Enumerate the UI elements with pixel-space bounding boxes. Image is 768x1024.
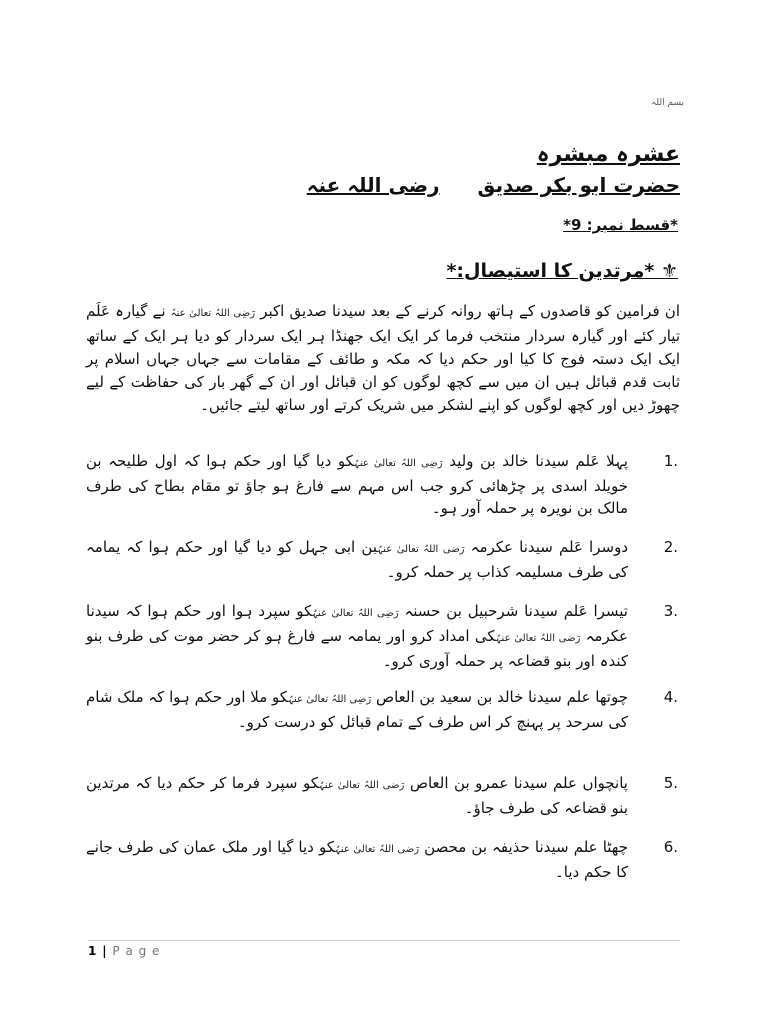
list-item: [86, 600, 678, 686]
subtitle-name: حضرت ابو بکر صدیق: [477, 173, 680, 197]
banner-list: [86, 450, 678, 886]
list-item: [86, 536, 678, 600]
list-item-text: کو دیا گیا اور ملک عمان کی طرف جانے کا حکم دیا۔: [86, 838, 628, 881]
list-item-text: کو ملا اور حکم ہوا کہ ملک شام کی سرحد پر پہنچ کر اس طرف کے تمام قبائل کو درست کرو۔: [86, 688, 628, 731]
list-item-honorific: رَضی اللہُ تعالیٰ عنہُ: [319, 780, 405, 791]
list-item-text: پانچواں علم سیدنا عمرو بن العاص: [409, 774, 628, 792]
page-footer: [88, 944, 160, 958]
list-item-number: 2.: [663, 538, 678, 556]
list-item-honorific: رَضِی اللہُ تعالیٰ عنہُ: [353, 458, 443, 469]
intro-paragraph: [86, 300, 680, 417]
list-item-honorific: رَضی اللہُ تعالیٰ عنہُ: [335, 844, 420, 855]
list-item: [86, 686, 678, 772]
bismillah-calligraphy: بسم اللہ: [651, 98, 684, 108]
list-item-text: پہلا عَلم سیدنا خالد بن ولید: [449, 452, 628, 470]
list-item-text: کو دیا گیا اور حکم ہوا کہ اول طلیحہ بن خویلد اسدی پر چڑھائی کرو جب اس مہم سے فارغ ہو جاؤ تو مقام بطاح کی طرف مالک بن نویرہ پر حملہ آور ہو۔: [86, 452, 628, 517]
list-item-text: کو سپرد ہوا اور حکم ہوا کہ سیدنا عکرمہ: [86, 602, 628, 645]
list-item-text: دوسرا عَلم سیدنا عکرمہ: [470, 538, 628, 556]
subtitle-honor: رضی اللہ عنہ: [306, 173, 440, 197]
list-item-number: 6.: [663, 838, 678, 856]
page-number: 1: [88, 944, 98, 958]
footer-separator: |: [102, 944, 108, 958]
page-label: P a g e: [112, 944, 161, 958]
list-item-text: کی امداد کرو اور یمامہ سے فارغ ہو کر حضر موت کی طرف بنو کندہ اور بنو قضاعہ پر حملہ آوری کرو۔: [86, 627, 628, 670]
fleur-de-lis-icon: ⚜: [660, 260, 678, 282]
section-heading: [446, 260, 678, 282]
list-item-text: کو سپرد فرما کر حکم دیا کہ مرتدین بنو قضاعہ کی طرف جاؤ۔: [86, 774, 628, 817]
list-item: [86, 450, 678, 536]
list-item-number: 1.: [663, 452, 678, 470]
list-item: [86, 836, 678, 886]
intro-text-1: ان فرامین کو قاصدوں کے ہاتھ روانہ کرنے کے بعد سیدنا صدیق اکبر: [260, 302, 680, 320]
list-item-number: 5.: [663, 774, 678, 792]
intro-honorific: رَضِی اللہُ تعالیٰ عنہُ: [170, 308, 256, 319]
list-item-honorific: رَضی اللہُ تعالیٰ عنہُ: [377, 544, 465, 555]
intro-text-2: نے گیارہ عَلَم تیار کئے اور گیارہ سردار منتخب فرما کر ایک ایک جھنڈا ہر ایک سردار کو دیا ہر ایک کے ساتھ ایک ایک دستہ فوج کا کیا اور حکم دیا کہ مکہ و طائف کے مقامات سے جہاں جہاں اسلام پر ثابت قدم قبائل ہیں ان میں سے کچھ لوگوں کو ان قبائل اور ان کے گھر بار کی حفاظت کے لیے چھوڑ دیں اور کچھ لوگوں کو اپنے لشکر میں شریک کرتے اور ساتھ لیتے جائیں۔: [86, 302, 680, 414]
list-item-text: چوتھا علم سیدنا خالد بن سعید بن العاص: [375, 688, 628, 706]
list-item-honorific: رَضی اللہُ تعالیٰ عنہُ: [495, 633, 581, 644]
episode-number: *قسط نمبر: 9*: [563, 216, 678, 234]
list-item-number: 3.: [663, 602, 678, 620]
document-title: عشرہ مبشرہ: [536, 142, 680, 167]
list-item-text: بن ابی جہل کو دیا گیا اور حکم ہوا کہ یمامہ کی طرف مسلیمہ کذاب پر حملہ کرو۔: [86, 538, 628, 581]
list-item-number: 4.: [663, 688, 678, 706]
list-item-honorific: رَضِی اللہُ تعالیٰ عنہُ: [288, 694, 372, 705]
list-item-honorific: رَضِی اللہُ تعالیٰ عنہُ: [312, 608, 399, 619]
list-item-text: تیسرا عَلم سیدنا شرحبیل بن حسنہ: [404, 602, 628, 620]
list-item: [86, 772, 678, 836]
footer-divider: [88, 940, 680, 941]
document-subtitle: [307, 170, 680, 200]
list-item-text: چھٹا علم سیدنا حذیفہ بن محصن: [424, 838, 628, 856]
section-heading-text: *مرتدین کا استیصال:*: [446, 260, 655, 282]
